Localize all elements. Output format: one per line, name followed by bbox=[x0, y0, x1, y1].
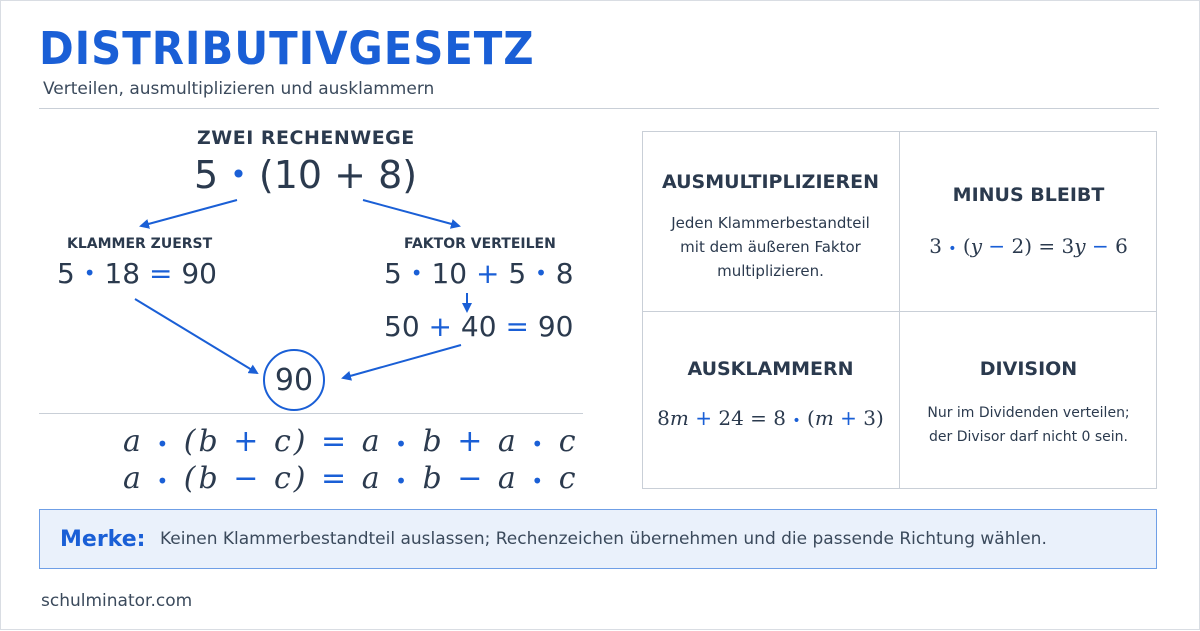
expr-faktor-verteilen-2: 50 + 40 = 90 bbox=[384, 310, 574, 343]
arrow-left-to-result bbox=[135, 299, 257, 373]
merke-label: Merke: bbox=[60, 526, 146, 552]
label-faktor-verteilen: FAKTOR VERTEILEN bbox=[404, 236, 556, 252]
expr-faktor-verteilen-1: 5 • 10 + 5 • 8 bbox=[384, 257, 574, 290]
card-title-ausklammern: AUSKLAMMERN bbox=[687, 358, 854, 380]
result-circle: 90 bbox=[263, 349, 325, 411]
card-title-minus-bleibt: MINUS BLEIBT bbox=[952, 184, 1105, 206]
header-divider bbox=[39, 108, 1159, 109]
footer-site: schulminator.com bbox=[41, 591, 193, 611]
main-expression: 5 • (10 + 8) bbox=[194, 153, 418, 197]
expr-klammer-zuerst: 5 • 18 = 90 bbox=[57, 257, 217, 290]
grid-horizontal-divider bbox=[642, 311, 1157, 312]
law-subtraction: a • (b − c) = a • b − a • c bbox=[123, 461, 579, 496]
arrow-right-to-result bbox=[343, 345, 461, 378]
merke-box bbox=[39, 509, 1157, 569]
card-text-division: Nur im Dividenden verteilen; der Divisor darf nicht 0 sein. bbox=[927, 405, 1130, 445]
merke-text: Keinen Klammerbestandteil auslassen; Rechenzeichen übernehmen und die passende Richtung wählen. bbox=[160, 529, 1047, 549]
card-math-ausklammern: 8m + 24 = 8 • (m + 3) bbox=[657, 406, 884, 430]
page-subtitle: Verteilen, ausmultiplizieren und ausklammern bbox=[43, 79, 435, 99]
arrow-to-klammer-zuerst bbox=[141, 200, 237, 226]
law-addition: a • (b + c) = a • b + a • c bbox=[123, 424, 579, 459]
card-title-ausmultiplizieren: AUSMULTIPLIZIEREN bbox=[662, 171, 879, 193]
label-klammer-zuerst: KLAMMER ZUERST bbox=[67, 236, 213, 252]
arrow-to-faktor-verteilen bbox=[363, 200, 459, 226]
section-divider bbox=[39, 413, 583, 414]
card-math-minus-bleibt: 3 • (y − 2) = 3y − 6 bbox=[929, 234, 1128, 258]
page-title: DISTRIBUTIVGESETZ bbox=[39, 22, 535, 75]
section-heading-zwei-rechenwege: ZWEI RECHENWEGE bbox=[197, 127, 415, 149]
card-title-division: DIVISION bbox=[979, 358, 1078, 380]
card-text-ausmultiplizieren: Jeden Klammerbestandteil mit dem äußeren Faktor multiplizieren. bbox=[671, 214, 870, 280]
